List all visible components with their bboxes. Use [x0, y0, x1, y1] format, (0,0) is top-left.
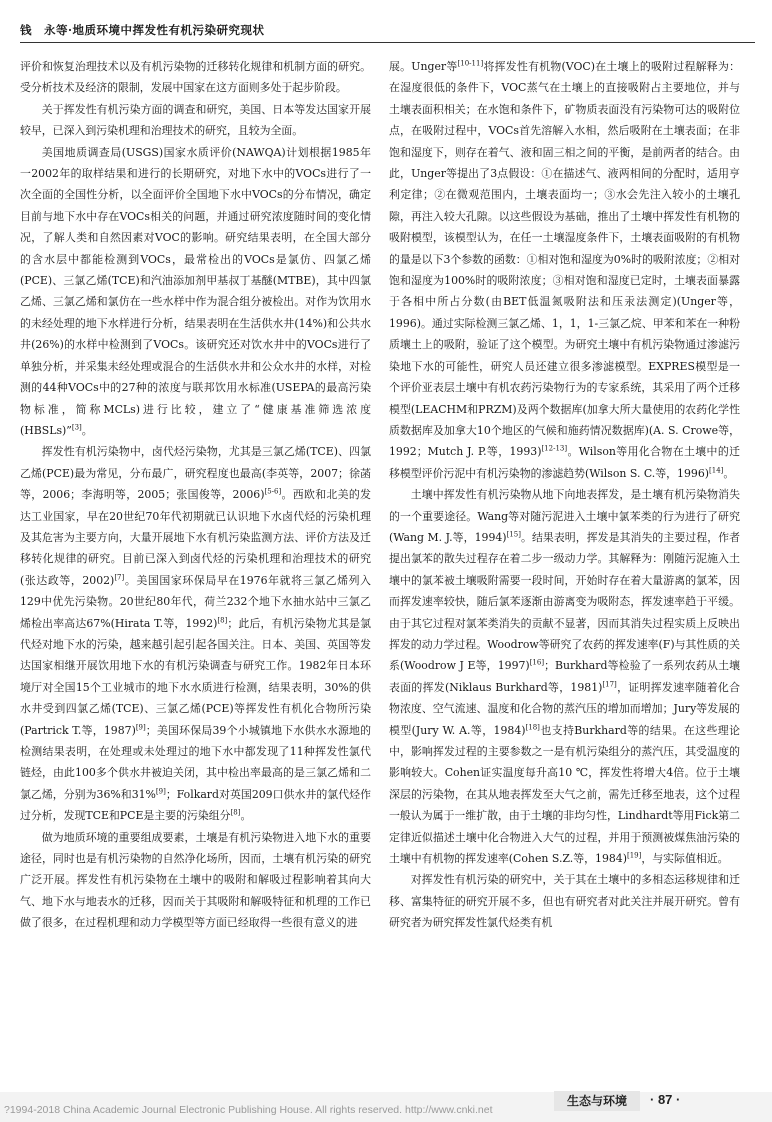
text-span: ；Burkhard等检验了一系列农药从土壤表面的挥发(Niklaus Burkhard等，1981) [389, 659, 740, 694]
citation: [12-13] [541, 444, 568, 453]
text-span: 。西欧和北美的发达工业国家，早在20世纪70年代初期就已认识地下水卤代烃的污染机理及其危害为主要方向，大量开展地下水有机污染监测方法、评价方法及迁移转化规律的研究。目前已深入到卤代烃的污染机理和治理技术的研究(张达政等，2002) [20, 488, 371, 587]
text-span: ；此后，有机污染物尤其是氯代烃对地下水的污染，越来越引起引起各国关注。日本、美国、英国等发达国家相继开展饮用地下水的有机污染调查与研究工作。1982年日本环境厅对全国15个工业城市的地下水水质进行检测，结果表明，30%的供水井受到四氯乙烯(TCE)、三氯乙烯(PCE)等挥发性有机化合物所污染(Partrick T.等，1987) [20, 616, 371, 737]
text-span: 。 [81, 423, 93, 437]
paragraph: 评价和恢复治理技术以及有机污染物的迁移转化规律和机制方面的研究。受分析技术及经济的限制，发展中国家在这方面则多处于起步阶段。 [20, 60, 371, 95]
paragraph [20, 142, 371, 442]
text-span: 土壤中挥发性有机污染物从地下向地表挥发，是土壤有机污染物消失的一个重要途径。Wang等对随污泥进入土壤中氯苯类的行为进行了研究(Wang M. J.等，1994) [389, 488, 740, 544]
header-title: 钱 永等·地质环境中挥发性有机污染研究现状 [20, 23, 265, 37]
text-span: 。 [723, 466, 735, 480]
paragraph: 对挥发性有机污染的研究中，关于其在土壤中的多相态运移规律和迁移、富集特征的研究开展不多，但也有研究者对此关注并展开研究。曾有研究者为研究挥发性氯代烃类有机 [389, 873, 740, 930]
paragraph: 做为地质环境的重要组成要素，土壤是有机污染物进入地下水的重要途径，同时也是有机污染物的自然净化场所，因而，土壤有机污染的研究广泛开展。挥发性有机污染物在土壤中的吸附和解吸过程影响着其向大气、地下水与地表水的迁移，因而关于其吸附和解吸特征和机理的工作已做了很多，在过程机理和动力学模型等方面已经取得一些很有意义的进 [20, 830, 371, 930]
paragraph [20, 441, 371, 826]
running-header [20, 14, 755, 43]
citation: [9] [135, 722, 146, 731]
citation: [3] [71, 423, 82, 432]
text-span: 。美国国家环保局早在1976年就将三氯乙烯列入129中优先污染物。20世纪80年代，荷兰232个地下水抽水站中三氯乙烯检出率高达67%(Hirata T.等，1992) [20, 573, 371, 630]
citation: [10-11] [457, 59, 484, 68]
text-span: 。Wilson等用化合物在土壤中的迁移模型评价污泥中有机污染物的渗滤趋势(Wilson S. C.等，1996) [389, 445, 740, 480]
citation: [7] [114, 573, 125, 582]
text-span: 。结果表明，挥发是其消失的主要过程，作者提出氯苯的散失过程存在着二步一级动力学。其解释为：刚随污泥施入土壤中的氯苯被土壤吸附需要一段时间，开始时存在着大量游离的氯苯，因而挥发速率较快，随后氯苯逐渐由游离变为吸附态，挥发速率趋于平缓。由于其它过程对氯苯类消失的贡献不显著，因而其消失过程实质上反映出挥发的动力学过程。Woodrow等研究了农药的挥发速率(F)与其性质的关系(Woodrow J E等，1997) [389, 530, 740, 673]
text-span: 美国地质调查局(USGS)国家水质评价(NAWQA)计划根据1985年一2002年的取样结果和进行的长期研究，对地下水中的VOCs进行了一次全面的全国性分析，以全面评价全国地下水中VOCs的分布情况，确定目前与地下水中存在VOCs相关的问题，并通过研究浓度随时间的变化情况，了解人类和自然因素对VOC的影响。研究结果表明，在全国大部分的含水层中都能检测到VOCs，最常检出的VOCs是氯仿、四氯乙烯(PCE)、三氯乙烯(TCE)和汽油添加剂甲基叔丁基醚(MTBE)，其中四氯乙烯、三氯乙烯和氯仿在一些水样中作为混合组分被检出。对作为饮用水的未经处理的地下水样进行分析，结果表明在生活供水井(14%)和公共水井(26%)的水样中检测到了VOCs。该研究还对饮水井中的VOCs进行了单独分析，并采集未经处理或混合的生活供水井和公众水井的水样，对检测的44种VOCs中的27种的浓度与联邦饮用水标准(USEPA的最高污染物标准，简称MCLs)进行比较，建立了“健康基准筛选浓度(HBSLs)” [20, 145, 371, 437]
citation: [5-6] [264, 487, 282, 496]
citation: [19] [627, 851, 642, 860]
citation: [8] [217, 615, 228, 624]
copyright-notice: ?1994-2018 China Academic Journal Electronic Publishing House. All rights reserved. http://www.cnki.net [4, 1104, 493, 1116]
citation: [8] [230, 808, 241, 817]
citation: [16] [529, 658, 545, 667]
citation: [18] [525, 722, 540, 731]
paragraph: 关于挥发性有机污染方面的调查和研究，美国、日本等发达国家开展较早，已深入到污染机理和治理技术的研究，且较为全面。 [20, 102, 371, 138]
paragraph [389, 56, 740, 484]
journal-name: 生态与环境 [554, 1091, 640, 1111]
paragraph [389, 484, 740, 869]
left-column [20, 56, 371, 1102]
citation: [9] [155, 787, 166, 796]
citation: [14] [709, 466, 724, 475]
text-span: ，与实际值相近。 [641, 852, 729, 866]
text-span: 展。Unger等 [389, 60, 458, 73]
citation: [17] [602, 680, 617, 689]
text-span: 将挥发性有机物(VOC)在土壤上的吸附过程解释为：在湿度很低的条件下，VOC蒸气在土壤上的直接吸附占主要地位，并与土壤表面积相关；在水饱和条件下，矿物质表面没有污染物可达的吸附位点，在吸附过程中，VOCs首先溶解入水相，然后吸附在土壤表面；在非饱和湿度下，则存在着气、液和固三相之间的平衡，是前两者的结合。由此，Unger等提出了3点假设：①在描述气、液两相间的分配时，适用亨利定律；②在微观范围内，土壤表面均一；③水会先注入较小的土壤孔隙，再注入较大孔隙。以这些假设为基础，推出了土壤中挥发性有机物的吸附模型，该模型认为，在任一土壤湿度条件下，土壤表面吸附的有机物的量是以下3个参数的函数：①相对饱和湿度为0%时的吸附浓度；②相对饱和湿度为100%时的吸附浓度；③相对饱和湿度已定时，土壤表面暴露于各相中所占分数(由BET低温氮吸附法和压汞法测定)(Unger等，1996)。通过实际检测三氯乙烯、1，1，1-三氯乙烷、甲苯和苯在一种粉质壤土上的吸附，验证了这个模型。为研究土壤中有机污染物通过渗滤污染地下水的可能性，研究人员还建立很多渗滤模型。EXPRES模型是一个评价亚表层土壤中有机农药污染物行为的专家系统，其采用了两个迁移模型(LEACHM和PRZM)及两个数据库(加拿大所大量使用的农药化学性质数据库及加拿大10个地区的气候和施药情况数据库)(A. S. Crowe等，1992；Mutch J. P.等，1993) [389, 60, 740, 459]
right-column [389, 56, 740, 1102]
text-span: ；Folkard对英国209口供水井的氯代烃作过分析，发现TCE和PCE是主要的污染组分 [20, 787, 371, 823]
text-span: 挥发性有机污染物中，卤代烃污染物，尤其是三氯乙烯(TCE)、四氯乙烯(PCE)最为常见，分布最广，研究程度也最高(李英等，2007；徐菡等，2006；李海明等，2005；张国俊等，2006) [20, 445, 371, 502]
text-span: 。 [240, 809, 252, 823]
text-span: ，证明挥发速率随着化合物浓度、空气流速、温度和化合物的蒸汽压的增加而增加；Jury等发展的模型(Jury W. A.等，1984) [389, 680, 740, 737]
text-span: ；美国环保局39个小城镇地下水供水水源地的检测结果表明，在处理或未处理过的地下水中都发现了11种挥发性氯代链烃，由此100多个供水井被迫关闭，其中检出率最高的是三氯乙烯和二氯乙烯，分别为36%和31% [20, 723, 371, 801]
page-number: · 87 · [650, 1092, 681, 1107]
citation: [15] [506, 530, 521, 539]
text-span: 也支持Burkhard等的结果。在这些理论中，影响挥发过程的主要参数之一是有机污染组分的蒸汽压，其受温度的影响较大。Cohen证实温度每升高10 ℃，挥发性将增大4倍。位于土壤深层的污染物，在其从地表挥发至大气之前，需先迁移至地表，这个过程一般认为属于一维扩散，由于土壤的非均匀性，Lindhardt等用Fick第二定律近似描述土壤中化合物进入大气的过程，并用于预测被煤焦油污染的土壤中有机物的挥发速率(Cohen S.Z.等，1984) [389, 723, 740, 866]
